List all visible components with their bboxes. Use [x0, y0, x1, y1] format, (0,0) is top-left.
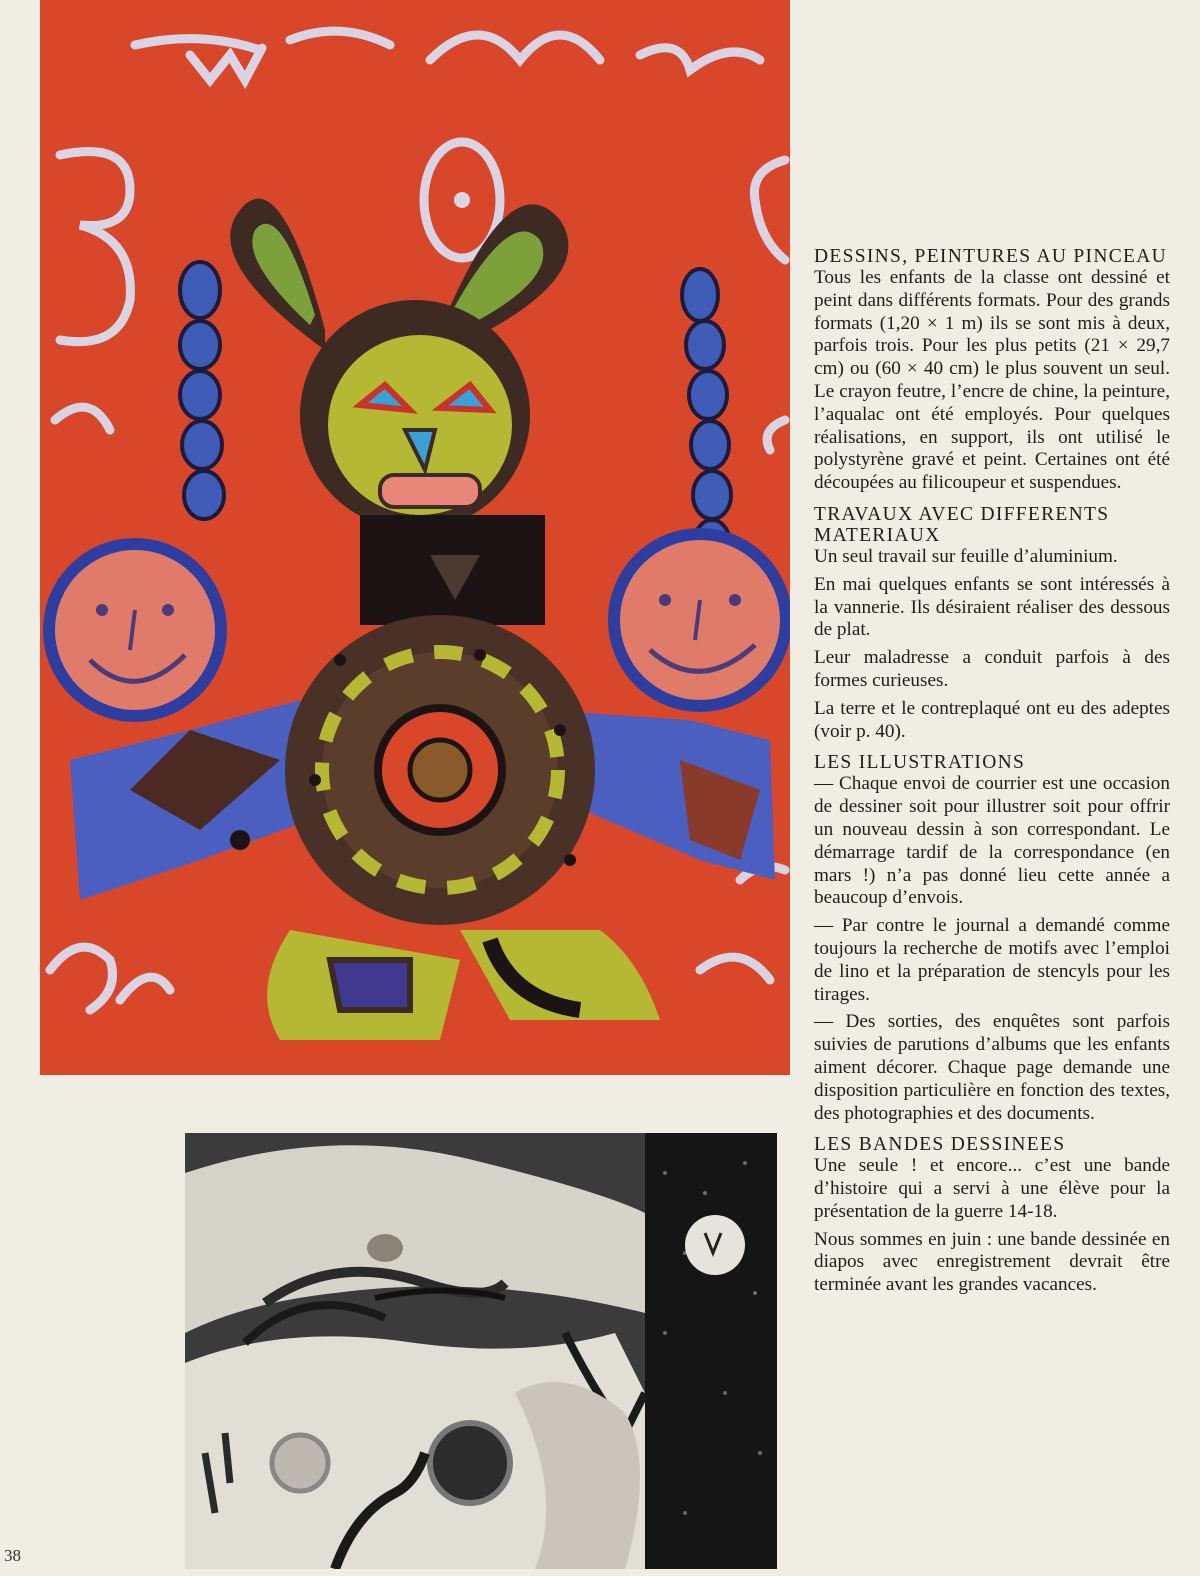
section-travaux	[814, 504, 1170, 743]
paragraph: Leur maladresse a conduit parfois à des formes curieuses.	[814, 647, 1170, 691]
paragraph: — Chaque envoi de courrier est une occasion de dessiner soit pour illustrer soit pour offrir un nouveau dessin à son correspondant. Le démarrage tardif de la correspondance (en mars !) n’a pas donné lieu cette année a beaucoup d’envois.	[814, 773, 1170, 909]
paragraph: Une seule ! et encore... c’est une bande d’histoire qui a servi à une élève pour la présentation de la guerre 14-18.	[814, 1155, 1170, 1222]
color-painting	[40, 0, 790, 1075]
bw-painting	[185, 1133, 777, 1569]
paragraph: Un seul travail sur feuille d’aluminium.	[814, 545, 1118, 567]
section-illustrations	[814, 752, 1170, 1125]
page-number: 38	[4, 1546, 21, 1565]
section-bandes-dessinees	[814, 1134, 1170, 1297]
bw-painting-artwork	[185, 1133, 777, 1569]
section-dessins	[814, 246, 1170, 495]
color-painting-artwork	[40, 0, 790, 1075]
paragraph: Tous les enfants de la classe ont dessiné et peint dans différents formats. Pour des grands formats (1,20 × 1 m) ils se sont mis à deux, parfois trois. Pour les plus petits (21 × 29,7 cm) ou (60 × 40 cm) le plus souvent un seul. Le crayon feutre, l’encre de chine, la peinture, l’aqualac ont été employés. Pour quelques réalisations, en support, ils ont utilisé le polystyrène gravé et peint. Certaines ont été découpées au filicoupeur et suspendues.	[814, 267, 1170, 494]
paragraph: Nous sommes en juin : une bande dessinée en diapos avec enregistrement devrait être terminée avant les grandes vacances.	[814, 1228, 1170, 1296]
paragraph: — Des sorties, des enquêtes sont parfois suivies de parutions d’albums que les enfants aiment décorer. Chaque page demande une disposition particulière en fonction des textes, des photographies et des documents.	[814, 1011, 1170, 1124]
section-heading: LES ILLUSTRATIONS	[814, 752, 1026, 774]
section-heading: TRAVAUX AVEC DIFFERENTS MATERIAUX	[814, 503, 1110, 546]
article-text-column	[814, 246, 1170, 1306]
paragraph: — Par contre le journal a demandé comme toujours la recherche de motifs avec l’emploi de lino et la préparation de stencyls pour les tirages.	[814, 915, 1170, 1005]
section-heading: DESSINS, PEINTURES AU PINCEAU	[814, 246, 1167, 267]
paragraph: En mai quelques enfants se sont intéressés à la vannerie. Ils désiraient réaliser des dessous de plat.	[814, 573, 1170, 641]
paragraph: La terre et le contreplaqué ont eu des adeptes (voir p. 40).	[814, 697, 1170, 742]
section-heading: LES BANDES DESSINEES	[814, 1134, 1066, 1156]
